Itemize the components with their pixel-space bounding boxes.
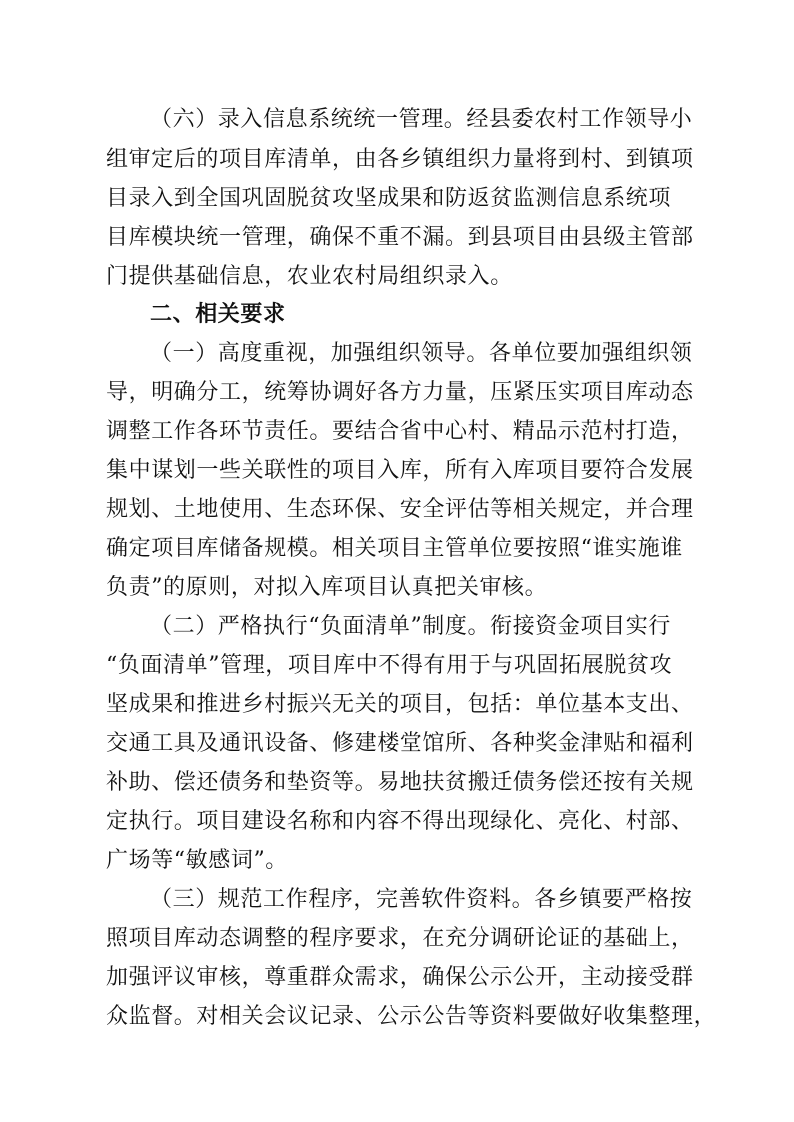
paragraph-line: 集中谋划一些关联性的项目入库，所有入库项目要符合发展 [106, 458, 694, 483]
paragraph-line: 定执行。项目建设名称和内容不得出现绿化、亮化、村部、 [106, 809, 694, 834]
paragraph-line: 目库模块统一管理，确保不重不漏。到县项目由县级主管部 [106, 225, 694, 250]
paragraph-line: 规划、土地使用、生态环保、安全评估等相关规定，并合理 [106, 497, 694, 522]
paragraph-line: （六）录入信息系统统一管理。经县委农村工作领导小 [150, 107, 693, 132]
paragraph-line: 交通工具及通讯设备、修建楼堂馆所、各种奖金津贴和福利 [106, 731, 694, 756]
paragraph-line: 补助、偿还债务和垫资等。易地扶贫搬迁债务偿还按有关规 [106, 770, 694, 795]
paragraph-line: 照项目库动态调整的程序要求，在充分调研论证的基础上， [106, 926, 694, 951]
paragraph-line: 确定项目库储备规模。相关项目主管单位要按照“谁实施谁 [106, 536, 683, 561]
paragraph-line: （三）规范工作程序，完善软件资料。各乡镇要严格按 [150, 887, 693, 912]
paragraph-line: 目录入到全国巩固脱贫攻坚成果和防返贫监测信息系统项 [106, 186, 672, 211]
paragraph-line: 组审定后的项目库清单，由各乡镇组织力量将到村、到镇项 [106, 147, 694, 172]
paragraph-line: （一）高度重视，加强组织领导。各单位要加强组织领 [150, 341, 693, 366]
paragraph-line: 众监督。对相关会议记录、公示公告等资料要做好收集整理， [106, 1004, 717, 1029]
paragraph-line: 负责”的原则，对拟入库项目认真把关审核。 [106, 575, 548, 600]
section-heading: 二、相关要求 [150, 302, 286, 327]
paragraph-line: 调整工作各环节责任。要结合省中心村、精品示范村打造， [106, 419, 694, 444]
paragraph-line: 加强评议审核，尊重群众需求，确保公示公开，主动接受群 [106, 965, 694, 990]
paragraph-line: 门提供基础信息，农业农村局组织录入。 [106, 264, 513, 289]
paragraph-line: （二）严格执行“负面清单”制度。衔接资金项目实行 [150, 614, 671, 639]
paragraph-line: 广场等“敏感词”。 [106, 848, 288, 873]
paragraph-line: 导，明确分工，统筹协调好各方力量，压紧压实项目库动态 [106, 380, 694, 405]
paragraph-line: “负面清单”管理，项目库中不得有用于与巩固拓展脱贫攻 [106, 653, 673, 678]
paragraph-line: 坚成果和推进乡村振兴无关的项目，包括：单位基本支出、 [106, 692, 694, 717]
